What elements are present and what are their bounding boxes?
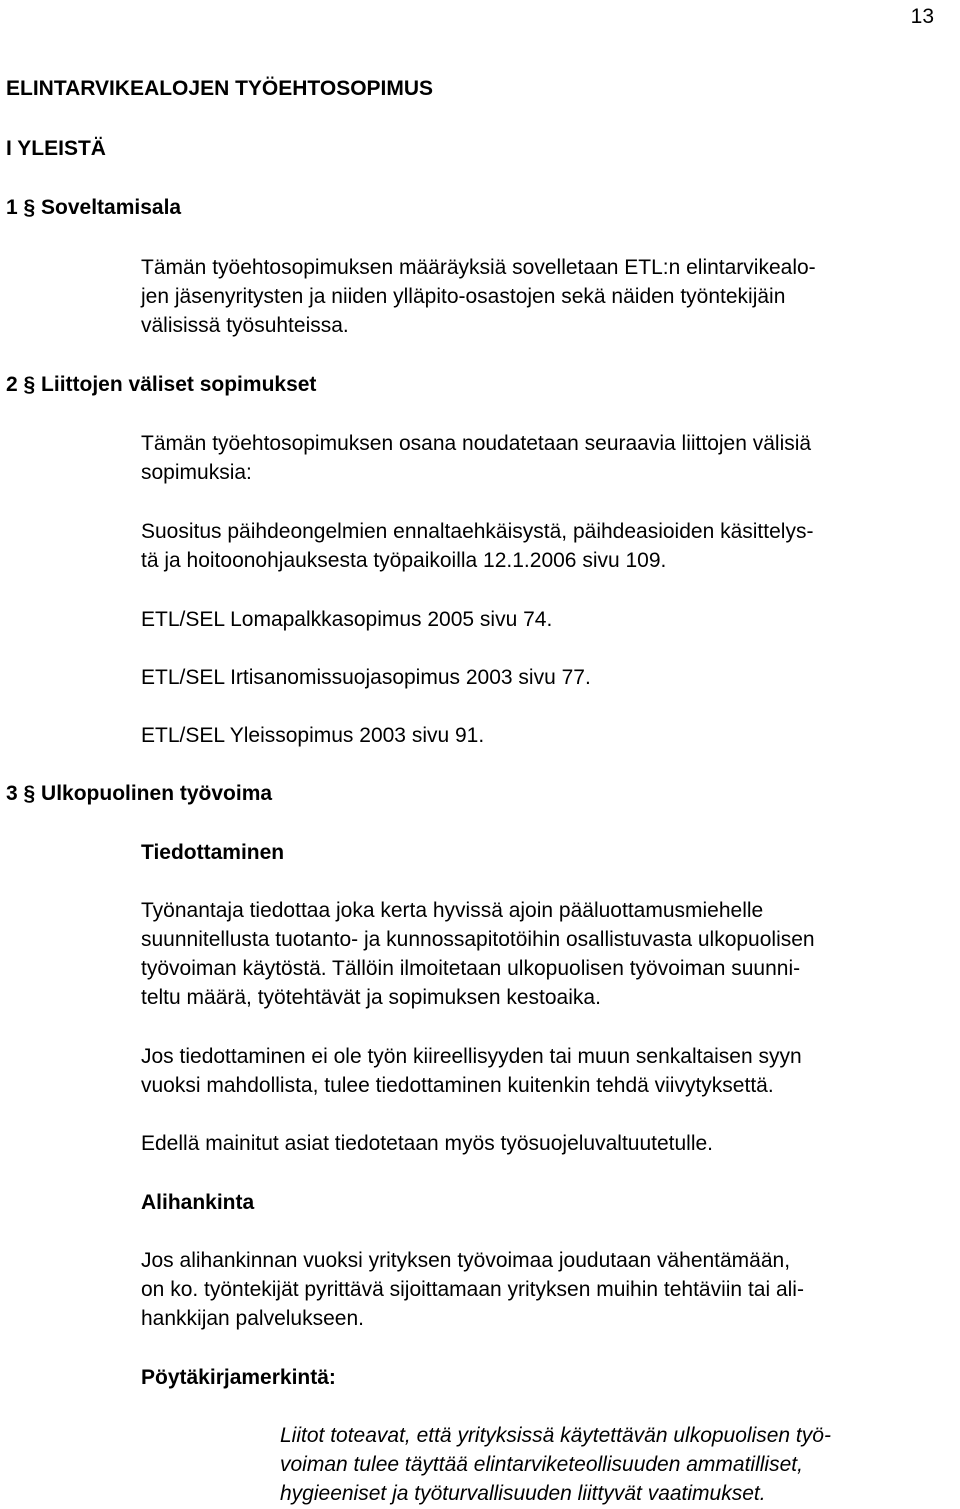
paragraph-4-line-3: hankkijan palvelukseen. [141,1307,364,1330]
section-1-heading: 1 § Soveltamisala [6,196,182,219]
paragraph-4-line-2: on ko. työntekijät pyrittävä sijoittamaan yrityksen muihin tehtäviin tai ali- [141,1278,804,1301]
subheading-alihankinta: Alihankinta [141,1191,255,1214]
paragraph-1-line-4: teltu määrä, työtehtävät ja sopimuksen kestoaika. [141,986,601,1009]
section-1-line-2: jen jäsenyritysten ja niiden ylläpito-osastojen sekä näiden työntekijäin [141,285,786,308]
agreement-item: ETL/SEL Irtisanomissuojasopimus 2003 sivu 77. [141,666,591,689]
agreement-item: ETL/SEL Yleissopimus 2003 sivu 91. [141,724,485,747]
subheading-tiedottaminen: Tiedottaminen [141,841,285,864]
paragraph-1-line-2: suunnitellusta tuotanto- ja kunnossapitotöihin osallistuvasta ulkopuolisen [141,928,815,951]
recommendation-line-2: tä ja hoitoonohjauksesta työpaikoilla 12.1.2006 sivu 109. [141,549,667,572]
paragraph-1-line-3: työvoiman käytöstä. Tällöin ilmoitetaan ulkopuolisen työvoiman suunni- [141,957,801,980]
section-1-line-3: välisissä työsuhteissa. [141,314,349,337]
agreement-item: ETL/SEL Lomapalkkasopimus 2005 sivu 74. [141,608,553,631]
subheading-poytakirjamerkinta: Pöytäkirjamerkintä: [141,1366,336,1389]
section-2-intro-line-2: sopimuksia: [141,461,252,484]
page-number: 13 [910,5,934,28]
section-1-line-1: Tämän työehtosopimuksen määräyksiä sovelletaan ETL:n elintarvikealo- [141,256,816,279]
paragraph-4-line-1: Jos alihankinnan vuoksi yrityksen työvoimaa joudutaan vähentämään, [141,1249,791,1272]
recommendation-line-1: Suositus päihdeongelmien ennaltaehkäisystä, päihdeasioiden käsittelys- [141,520,814,543]
paragraph-2-line-1: Jos tiedottaminen ei ole työn kiireellisyyden tai muun senkaltaisen syyn [141,1045,802,1068]
protocol-note-line-2: voiman tulee täyttää elintarviketeollisuuden ammatilliset, [280,1453,803,1476]
paragraph-1-line-1: Työnantaja tiedottaa joka kerta hyvissä ajoin pääluottamusmiehelle [141,899,764,922]
paragraph-3: Edellä mainitut asiat tiedotetaan myös työsuojeluvaltuutetulle. [141,1132,714,1155]
part-heading: I YLEISTÄ [6,137,106,160]
protocol-note-line-1: Liitot toteavat, että yrityksissä käytettävän ulkopuolisen työ- [280,1424,831,1447]
paragraph-2-line-2: vuoksi mahdollista, tulee tiedottaminen kuitenkin tehdä viivytyksettä. [141,1074,774,1097]
document-title: ELINTARVIKEALOJEN TYÖEHTOSOPIMUS [6,77,434,100]
section-2-heading: 2 § Liittojen väliset sopimukset [6,373,317,396]
protocol-note-line-3: hygieeniset ja työturvallisuuden liittyvät vaatimukset. [280,1482,766,1505]
section-3-heading: 3 § Ulkopuolinen työvoima [6,782,273,805]
section-2-intro-line-1: Tämän työehtosopimuksen osana noudatetaan seuraavia liittojen välisiä [141,432,812,455]
